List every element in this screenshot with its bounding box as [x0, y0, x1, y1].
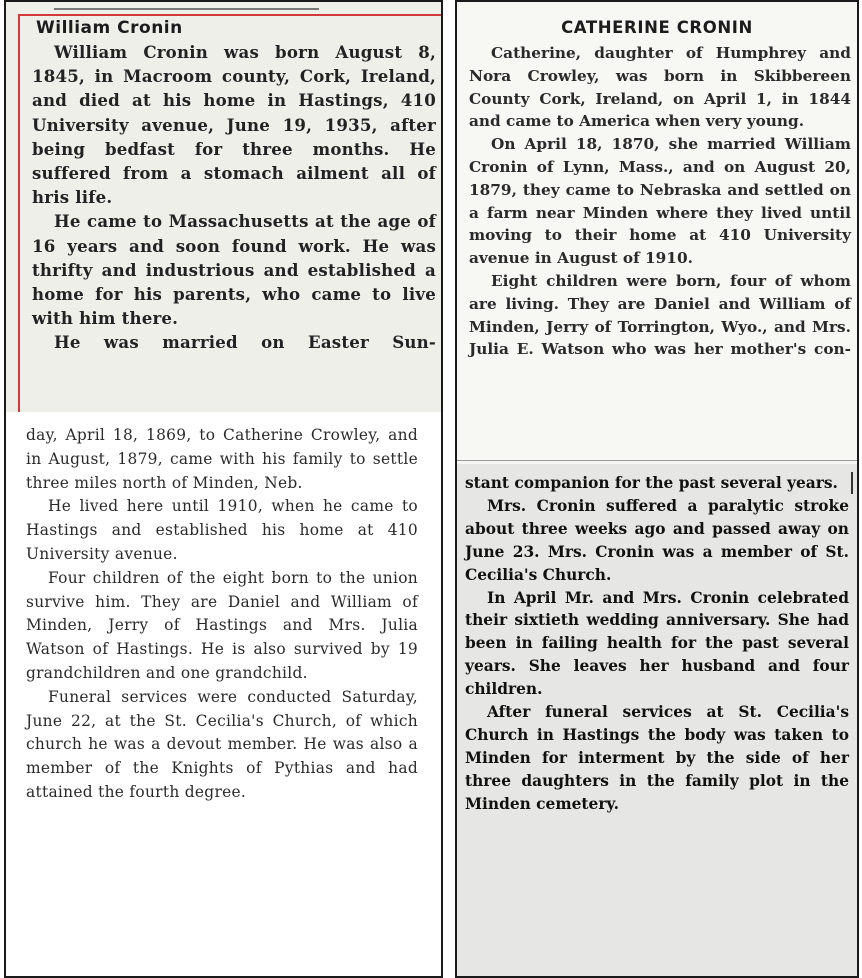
paragraph-marriage: On April 18, 1870, she married William Cronin of Lynn, Mass., and on August 20, 1879, they came to Nebraska and settled on a farm near Minden where they lived until moving to their home at 410 University avenue in August of 1910. — [469, 135, 851, 268]
paragraph-massachusetts: He came to Massachusetts at the age of 16 years and soon found work. He was thrifty and industrious and established a home for his parents, who came to live with him there. — [32, 211, 436, 329]
obituary-body-part2 — [465, 472, 849, 816]
paragraph-anniversary: In April Mr. and Mrs. Cronin celebrated their sixtieth wedding anniversary. She had been in failing health for the past several years. She leaves her husband and four children. — [465, 588, 849, 699]
paragraph-survivors: Four children of the eight born to the union survive him. They are Daniel and William of Minden, Jerry of Hastings and Mrs. Julia Watson of Hastings. He is also survived by 19 grandchildren and one grandchild. — [26, 568, 418, 682]
obituary-body-part1 — [469, 42, 851, 361]
paragraph-stroke: Mrs. Cronin suffered a paralytic stroke about three weeks ago and passed away on June 23. Mrs. Cronin was a member of St. Cecilia's Church. — [465, 496, 849, 584]
paragraph-hastings: He lived here until 1910, when he came to Hastings and established his home at 410 University avenue. — [26, 497, 418, 563]
obituary-title-william: William Cronin — [36, 18, 183, 38]
segment-divider — [457, 460, 857, 461]
paragraph-married-start: He was married on Easter Sun- — [54, 332, 436, 353]
clipping-bottom-segment — [6, 412, 441, 978]
paragraph-interment: After funeral services at St. Cecilia's Church in Hastings the body was taken to Minden for interment by the side of her three daughters in the family plot in the Minden cemetery. — [465, 703, 849, 813]
clipping-top-segment — [457, 2, 857, 462]
obituary-body-part2 — [26, 424, 418, 805]
column-top-rule — [54, 8, 319, 10]
william-cronin-column — [4, 0, 443, 978]
paragraph-children-continued: stant companion for the past several years. — [465, 474, 838, 492]
paragraph-married-continued: day, April 18, 1869, to Catherine Crowley, and in August, 1879, came with his family to settle three miles north of Minden, Neb. — [26, 426, 418, 492]
catherine-cronin-column — [455, 0, 859, 978]
obituary-body-part1 — [32, 40, 436, 355]
clipping-bottom-segment — [457, 464, 857, 978]
scan-edge-mark — [851, 472, 853, 494]
paragraph-birth: Catherine, daughter of Humphrey and Nora Crowley, was born in Skibbereen County Cork, Ireland, on April 1, in 1844 and came to America when very young. — [469, 44, 851, 131]
paragraph-funeral: Funeral services were conducted Saturday, June 22, at the St. Cecilia's Church, of which church he was a devout member. He was also a member of the Knights of Pythias and had attained the fourth degree. — [26, 687, 418, 801]
paragraph-children-start: Eight children were born, four of whom are living. They are Daniel and William of Minden, Jerry of Torrington, Wyo., and Mrs. Julia E. Watson who was her mother's con- — [469, 271, 851, 359]
clipping-top-segment — [6, 2, 441, 412]
paragraph-birth-death: William Cronin was born August 8, 1845, in Macroom county, Cork, Ireland, and died at his home in Hastings, 410 University avenue, June 19, 1935, after being bedfast for three months. He suffered from a stomach ailment all of hris life. — [32, 42, 436, 208]
obituary-title-catherine: CATHERINE CRONIN — [561, 18, 753, 37]
